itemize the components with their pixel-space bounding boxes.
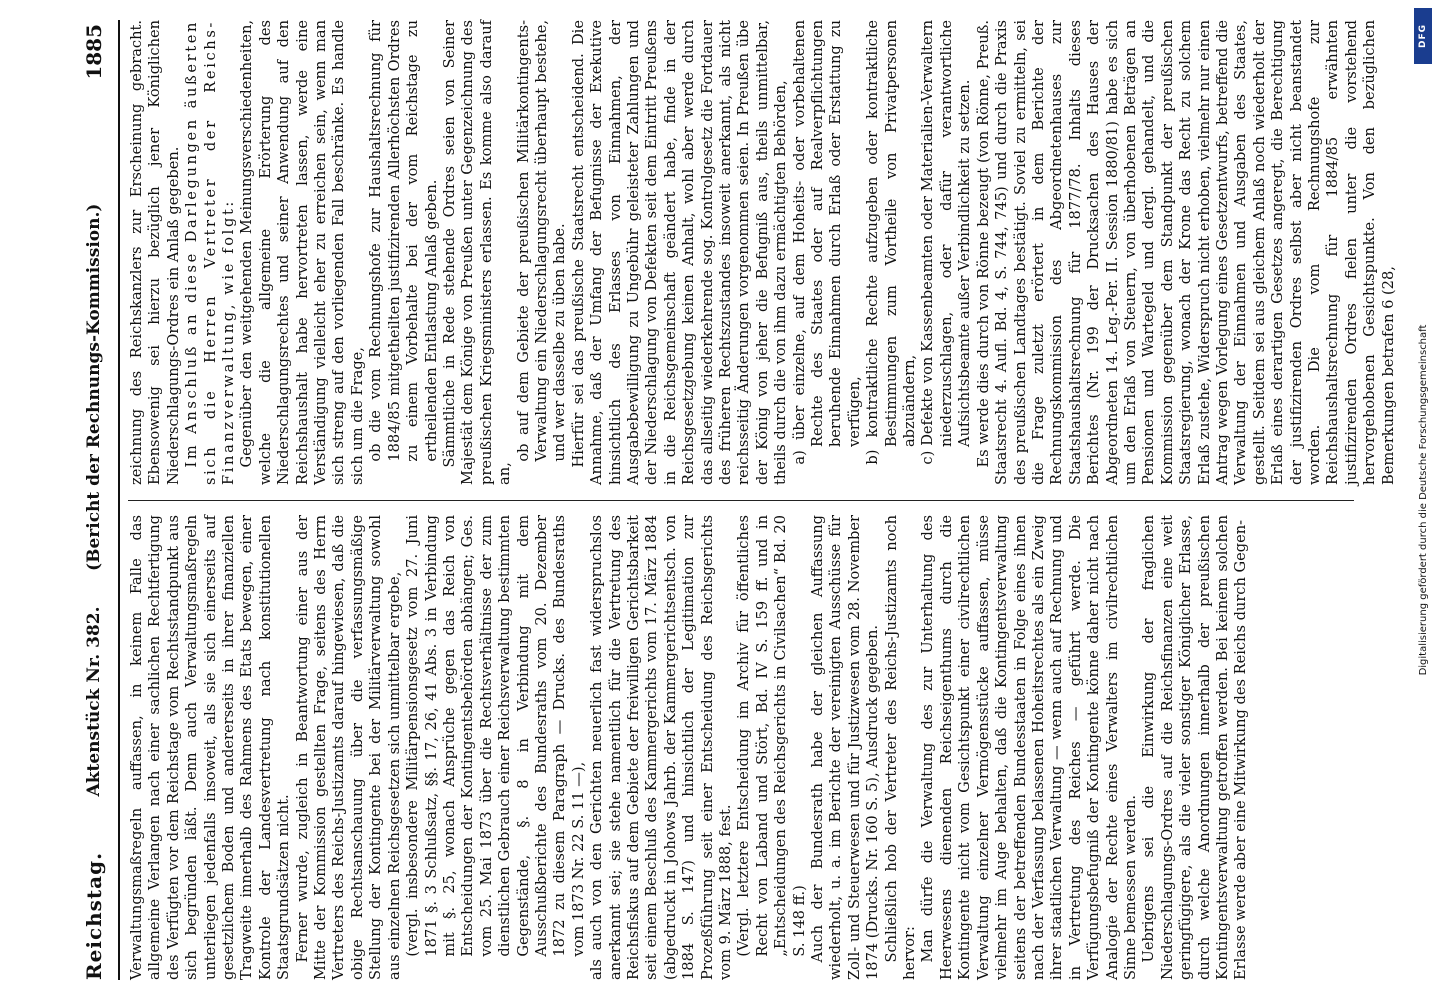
paragraph: ob auf dem Gebiete der preußischen Militärkontingents-Verwaltung ein Niederschlagungsrecht überhaupt bestehe, und wer dasselbe zu üben habe. (514, 20, 569, 462)
paragraph: Hierfür sei das preußische Staatsrecht entscheidend. Die Annahme, daß der Umfang der Befugnisse der Exekutive hinsichtlich des Erlasses von Einnahmen, der Ausgabebewilligung zu Ungebühr geleisteter Zahlungen und der Niederschlagung von Defekten seit dem Eintritt Preußens in die Reichsgemeinschaft geändert habe, finde in der Reichsgesetzgebung keinen Anhalt, wohl aber werde durch das allseitig wiederkehrende sog. Kontrolgesetz die Fortdauer des früheren Rechtszustandes insoweit anerkannt, als nicht reichsseitig Änderungen vorgenommen seien. In Preußen übe der König von jeher die Befugniß aus, theils unmittelbar, theils durch die von ihm dazu ermächtigten Behörden, (569, 20, 790, 485)
left-column (128, 515, 1354, 980)
paragraph: a) über einzelne, auf dem Hoheits- oder vorbehaltenen Rechte des Staates oder auf Realverpflichtungen beruhende Einnahmen durch Erlaß oder Erstattung zu verfügen, (790, 20, 863, 465)
right-column (128, 19, 1397, 485)
paragraph: (Vergl. letztere Entscheidung im Archiv für öffentliches Recht von Laband und Stört, Bd. IV S. 159 ff. und in „Entscheidungen des Reichsgerichts in Civilsachen“ Bd. 20 S. 148 ff.) (735, 515, 808, 957)
header-report-title: (Bericht der Rechnungs-Kommission.) (84, 203, 104, 571)
paragraph: Gegenüber den weitgehenden Meinungsverschiedenheiten, welche die allgemeine Erörterung des Niederschlagungsrechtes und seiner Anwendung auf den Reichshaushalt habe hervortreten lassen, werde eine Verständigung vielleicht eher zu erreichen sein, wenn man sich streng auf den vorliegenden Fall beschränke. Es handle sich um die Frage, (238, 20, 366, 485)
dfg-logo (1414, 8, 1432, 64)
document-page (72, 19, 1397, 980)
header-rule (118, 20, 120, 980)
paragraph: als auch von den Gerichten neuerlich fast widerspruchslos anerkannt sei; sie stehe namentlich für die Vertretung des Reichsfiskus auf dem Gebiete der freiwilligen Gerichtsbarkeit seit einem Beschluß des Kammergerichts vom 17. März 1884 (abgedruckt in Johows Jahrb. der Kammergerichtsentsch. von 1884 S. 147) und hinsichtlich der Legitimation zur Prozeßführung seit einer Entscheidung des Reichsgerichts vom 9. März 1888, fest. (588, 515, 734, 980)
paragraph: Man dürfe die Verwaltung des zur Unterhaltung des Heerwesens dienenden Reichseigenthums durch die Kontingente nicht vom Gesichtspunkt einer civilrechtlichen Verwaltung einzelner Vermögensstücke auffassen, müsse vielmehr im Auge behalten, daß die Kontingentsverwaltung seitens der betreffenden Bundesstaaten in Folge eines ihnen nach der Verfassung belassenen Hoheitsrechtes als ein Zweig ihrer staatlichen Verwaltung — wenn auch auf Rechnung und in Vertretung des Reiches — geführt werde. Die Verfügungsbefugniß der Kontingente könne daher nicht nach Analogie der Rechte eines Verwalters im civilrechtlichen Sinne bemessen werden. (919, 515, 1139, 980)
paragraph: Auch der Bundesrath habe der gleichen Auffassung wiederholt, u. a. im Berichte der vereinigten Ausschüsse für Zoll- und Steuerwesen und für Justizwesen vom 28. November 1874 (Drucks. Nr. 160 S. 5), Ausdruck gegeben. (809, 515, 882, 980)
paragraph: Ferner wurde, zugleich in Beantwortung einer aus der Mitte der Kommission gestellten Frage, seitens des Herrn Vertreters des Reichs-Justizamts darauf hingewiesen, daß die obige Rechtsanschauung über die verfassungsmäßige Stellung der Kontingente bei der Militärverwaltung sowohl aus einzelnen Reichsgesetzen sich unmittelbar ergebe, (293, 515, 403, 980)
paragraph: c) Defekte von Kassenbeamten oder Materialien-Verwaltern niederzuschlagen, oder dafür verantwortliche Aufsichtsbeamte außer Verbindlichkeit zu setzen. (919, 20, 974, 465)
header-year: 1885 (82, 24, 106, 80)
column-divider (128, 500, 1354, 501)
funding-sidenote (1416, 270, 1432, 730)
paragraph: Verwaltungsmaßregeln auffassen, in keinem Falle das allgemeine Verlangen nach einer sachlichen Rechtfertigung des Verfügten vor dem Reichstage vom Rechtsstandpunkt aus sich begründen läßt. Denn auch Verwaltungsmaßregeln unterliegen jedenfalls insoweit, als sie sich einerseits auf gesetzlichem Boden und andererseits in ihrer finanziellen Tragweite innerhalb des Rahmens des Etats bewegen, einer Kontrole der Landesvertretung nach konstitutionellen Staatsgrundsätzen nicht. (128, 515, 293, 980)
paragraph: ob die vom Rechnungshofe zur Haushaltsrechnung für 1884/85 mitgetheilten justifizirenden Allerhöchsten Ordres zu einem Vorbehalte bei der vom Reichstage zu ertheilenden Entlastung Anlaß geben. (367, 20, 440, 462)
header-doc-number: Aktenstück Nr. 382. (84, 606, 104, 797)
paragraph: b) kontraktliche Rechte aufzugeben oder kontraktliche Bestimmungen zum Vortheile von Privatpersonen abzuändern, (864, 20, 919, 465)
dfg-logo-text: DFG (1418, 24, 1428, 49)
paragraph: Sämmtliche in Rede stehende Ordres seien von Seiner Majestät dem Könige von Preußen unter Gegenzeichnung des preußischen Kriegsministers erlassen. Es komme also darauf an, (440, 20, 514, 485)
header-left: Reichstag. (82, 851, 106, 980)
header-middle (72, 20, 116, 980)
paragraph: Es werde dies durch von Rönne bezeugt (von Rönne, Preuß. Staatsrecht 4. Aufl. Bd. 4, S. 744, 745) und durch die Praxis des preußischen Landtages bestätigt. Soviel zu ermitteln, sei die Frage zuletzt erörtert in dem Berichte der Rechnungskommission des Abgeordnetenhauses zur Staatshaushaltsrechnung für 1877/78. Inhalts dieses Berichtes (Nr. 199 der Drucksachen des Hauses der Abgeordneten 14. Leg.-Per. II. Session 1880/81) habe es sich um den Erlaß von Steuern, von überhobenen Beträgen an Pensionen und Wartegeld und dergl. gehandelt, und die Kommission gegenüber dem Standpunkt der preußischen Staatsregierung, wonach der Krone das Recht zu solchem Erlaß zustehe, Widerspruch nicht erhoben, vielmehr nur einen Antrag wegen Vorlegung eines Gesetzentwurfs, betreffend die Verwaltung der Einnahmen und Ausgaben des Staates, gestellt. Seitdem sei aus gleichem Anlaß noch wiederholt der Erlaß eines derartigen Gesetzes angeregt, die Berechtigung der justifizirenden Ordres selbst aber nicht beanstandet worden. Die vom Rechnungshofe zur Reichshaushaltsrechnung für 1884/85 erwähnten justifizirenden Ordres fielen unter die vorstehend hervorgehobenen Gesichtspunkte. Von den bezüglichen Bemerkungen betrafen 6 (28, (974, 19, 1397, 485)
paragraph: Im Anschluß an diese Darlegungen äußerten sich die Herren Vertreter der Reichs-Finanzverwaltung, wie folgt: (183, 20, 238, 485)
paragraph: Schließlich hob der Vertreter des Reichs-Justizamts noch hervor: (882, 515, 919, 980)
paragraph: zeichnung des Reichskanzlers zur Erscheinung gebracht. Ebensowenig sei hierzu bezüglich jener Königlichen Niederschlagungs-Ordres ein Anlaß gegeben. (128, 20, 182, 485)
funding-sidenote-text: Digitalisierung gefördert durch die Deutsche Forschungsgemeinschaft (1418, 324, 1429, 676)
paragraph: (vergl. insbesondere Militärpensionsgesetz vom 27. Juni 1871 §. 3 Schlußsatz, §§. 17, 26, 41 Abs. 3 in Verbindung mit §. 25, wonach Ansprüche gegen das Reich von Entscheidungen der Kontingentsbehörden abhängen; Ges. vom 25. Mai 1873 über die Rechtsverhältnisse der zum dienstlichen Gebrauch einer Reichsverwaltung bestimmten Gegenstände, §. 8 in Verbindung mit dem Ausschußberichte des Bundesraths vom 20. Dezember 1872 zu diesem Paragraph — Drucks. des Bundesraths vom 1873 Nr. 22 S. 11 —), (404, 515, 587, 957)
paragraph: Uebrigens sei die Einwirkung der fraglichen Niederschlagungs-Ordres auf die Reichsfinanzen eine weit geringfügigere, als die vieler sonstiger Königlicher Erlasse, durch welche Anordnungen innerhalb der preußischen Kontingentsverwaltung getroffen werden. Bei keinem solchen Erlasse werde aber eine Mitwirkung des Reichs durch Gegen- (1140, 515, 1250, 980)
page-header (72, 20, 116, 980)
